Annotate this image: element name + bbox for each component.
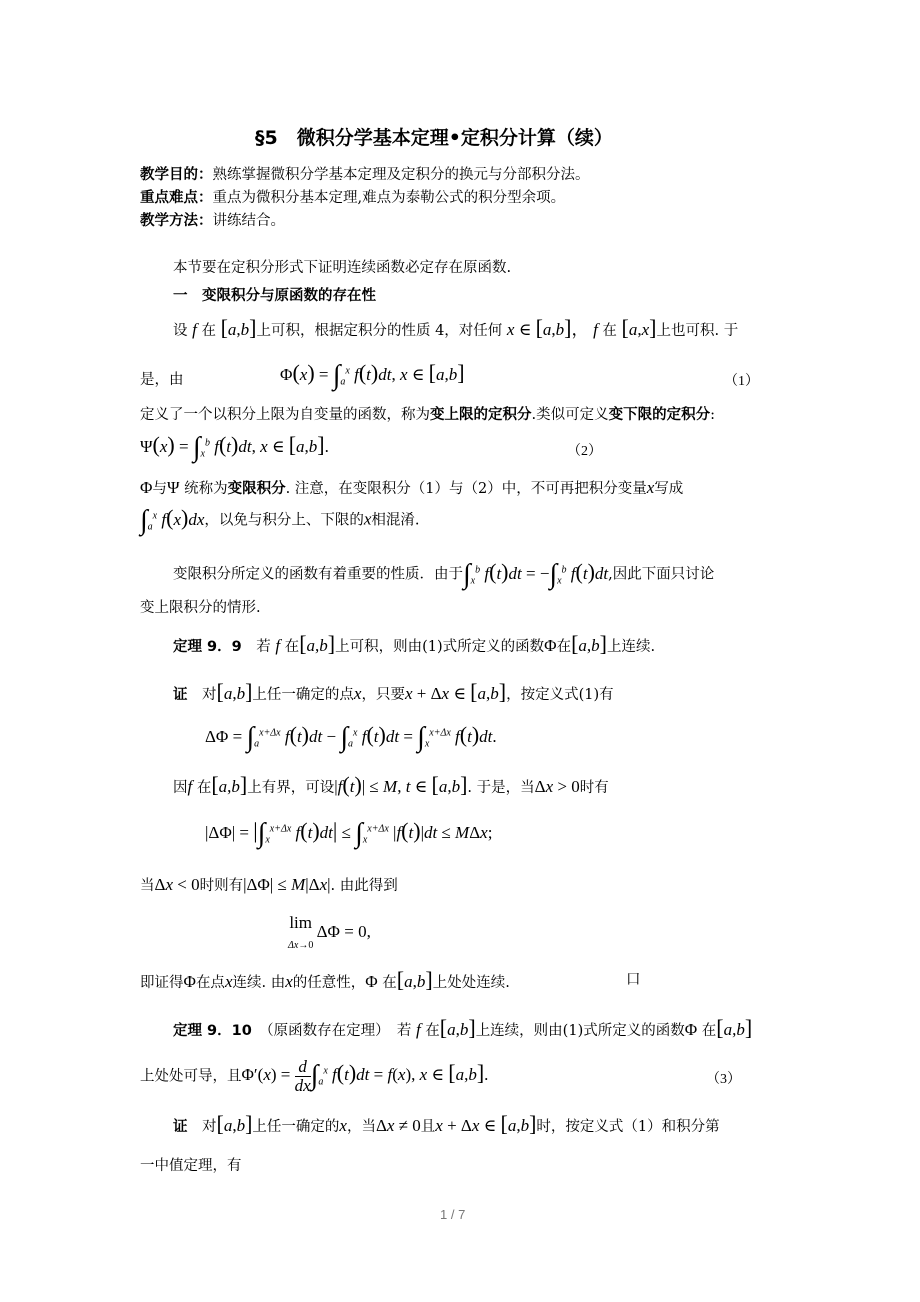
equation-limit: lim Δx→0 ΔΦ = 0,	[288, 913, 371, 951]
paragraph-5: $\int_a^x$ f(x)dx，以免与积分上、下限的x相混淆.	[140, 504, 420, 536]
term: 变下限的定积分	[608, 407, 711, 423]
text: 上可积，根据定积分的性质 4，对任何	[256, 323, 503, 339]
text: :	[710, 407, 715, 423]
text: ，当	[346, 1119, 376, 1135]
meta-label: 教学目的：	[140, 167, 213, 183]
text: 与	[152, 481, 167, 497]
proof-2-line: 证 对[a,b]上任一确定的x，当Δx ≠ 0且x + Δx ∈ [a,b]时，按定义式（1）和积分第	[173, 1111, 720, 1136]
text: 对	[202, 1119, 217, 1135]
paragraph-11: 上处处可导，且Φ′(x) = $\frac{d}{dx}$ $\int_a^x$ f(t)dt = f(x), x ∈ [a,b].	[140, 1057, 489, 1095]
text: . 由此得到	[330, 878, 398, 894]
teaching-method	[140, 211, 285, 231]
page-title: §5 微积分学基本定理•定积分计算（续）	[255, 127, 613, 149]
text: 若	[396, 1023, 412, 1039]
text: 设	[173, 323, 188, 339]
equation-number-1: （1）	[724, 374, 759, 389]
paragraph-3	[140, 405, 715, 425]
paragraph-12: 一中值定理，有	[140, 1158, 242, 1174]
text: 上有界，可设	[247, 780, 335, 796]
text: . 于是，当	[467, 780, 535, 796]
text: 时则有	[199, 878, 244, 894]
text: 在	[201, 323, 216, 339]
text: ,因此下面只讨论	[608, 566, 715, 583]
paragraph-9: 当Δx < 0时则有|ΔΦ| ≤ M|Δx|. 由此得到	[140, 875, 398, 894]
theorem-label: 定理 9．10	[173, 1023, 252, 1039]
equation-number-3: （3）	[706, 1072, 741, 1087]
paragraph-10: 即证得Φ在点x连续. 由x的任意性，Φ 在[a,b]上处处连续.	[140, 967, 510, 992]
text: ，只要	[361, 687, 405, 703]
text: 对	[202, 687, 217, 703]
theorem-9-10: 定理 9．10 （原函数存在定理） 若 f 在[a,b]上连续，则由(1)式所定义的函数Φ 在[a,b]	[173, 1015, 753, 1040]
text: 统称为	[184, 481, 228, 497]
text: 上可积，则由(1)式所定义的函数	[335, 639, 545, 655]
text: 相混淆.	[371, 512, 420, 529]
paragraph-6: 变限积分所定义的函数有着重要的性质．由于$\int_x^b$ $f(t)dt = -\int_x^b$ f(t)dt,因此下面只讨论	[173, 558, 715, 590]
text: . 注意，在变限积分（1）与（2）中，不可再把积分变量	[285, 481, 647, 497]
meta-label: 重点难点：	[140, 190, 213, 206]
paragraph-8: 因f 在[a,b]上有界，可设|f(t)| ≤ M, t ∈ [a,b]. 于是，当Δx > 0时有	[173, 772, 609, 797]
meta-text: 重点为微积分基本定理,难点为泰勒公式的积分型余项。	[212, 190, 566, 206]
proof-1-line: 证 对[a,b]上任一确定的点x，只要x + Δx ∈ [a,b]，按定义式(1)有	[173, 679, 614, 704]
text: 且	[420, 1119, 436, 1135]
proof-label: 证	[173, 1119, 188, 1135]
text: 上连续.	[606, 639, 656, 655]
text: 写成	[654, 481, 684, 497]
teaching-goal	[140, 165, 590, 185]
meta-label: 教学方法：	[140, 213, 213, 229]
text: 若	[256, 639, 271, 655]
paragraph-7: 变上限积分的情形.	[140, 600, 261, 616]
text: ，按定义式(1)有	[506, 687, 614, 703]
text: 上任一确定的	[252, 1119, 340, 1135]
text: 上任一确定的点	[252, 687, 354, 703]
equation-delta-phi: $\Delta\Phi = \int_a^{x+\Delta x}$ $f(t)dt - \int_a^x$ $f(t)dt = \int_x^{x+\Delta x}$ f(t)dt.	[205, 722, 497, 754]
text: 因	[173, 780, 188, 796]
text: .类似可定义	[531, 407, 609, 423]
text: ，以免与积分上、下限的	[204, 512, 364, 529]
text: 即证得	[140, 975, 184, 991]
meta-text: 熟练掌握微积分学基本定理及定积分的换元与分部积分法。	[212, 167, 590, 183]
qed-mark: 口	[626, 972, 641, 988]
text: 时，按定义式（1）和积分第	[536, 1119, 720, 1135]
page-number: 1 / 7	[440, 1207, 466, 1222]
text: 在点	[195, 975, 225, 991]
meta-text: 讲练结合。	[212, 213, 285, 229]
text: 变限积分所定义的函数有着重要的性质．由于	[173, 566, 463, 583]
theorem-9-9: 定理 9．9 若 f 在[a,b]上可积，则由(1)式所定义的函数Φ在[a,b]上连续.	[173, 631, 656, 656]
equation-2: $\Psi(x) = \int_x^b$ f(t)dt, x ∈ [a,b].	[140, 432, 329, 464]
equation-number-2: （2）	[567, 444, 602, 459]
section-heading: 一 变限积分与原函数的存在性	[173, 288, 376, 304]
key-difficulty	[140, 188, 565, 208]
text: 的任意性，	[292, 975, 366, 991]
term: 变限积分	[227, 481, 286, 497]
theorem-label: 定理 9．9	[173, 639, 242, 655]
equation-abs-bound: $|\Delta\Phi| = |\int_x^{x+\Delta x}$ $f(t)dt| \le \int_x^{x+\Delta x}$ |f(t)|dt ≤ MΔx;	[205, 818, 493, 850]
text: 也可积. 于	[670, 323, 739, 339]
intro-paragraph: 本节要在定积分形式下证明连续函数必定存在原函数.	[173, 260, 512, 276]
equation-1: $\Phi(x) = \int_a^x$ f(t)dt, x ∈ [a,b]	[280, 360, 465, 392]
text-shi-you: 是，由	[140, 372, 184, 388]
text: 上处处连续.	[432, 975, 510, 991]
text: 定义了一个以积分上限为自变量的函数，称为	[140, 407, 430, 423]
paragraph-4: Φ与Ψ 统称为变限积分. 注意，在变限积分（1）与（2）中，不可再把积分变量x写成	[140, 478, 684, 497]
paragraph-1: 设 f 在 [a,b]上可积，根据定积分的性质 4，对任何 x ∈ [a,b]， f 在 [a,x]上也可积. 于	[173, 315, 739, 340]
text: 上处处可导，且	[140, 1068, 242, 1085]
text: （原函数存在定理）	[266, 1023, 383, 1039]
text: 连续. 由	[232, 975, 286, 991]
text: 上连续，则由(1)式所定义的函数	[475, 1023, 685, 1039]
term: 变上限的定积分	[430, 407, 532, 423]
proof-label: 证	[173, 687, 188, 703]
text: 时有	[579, 780, 609, 796]
text: 当	[140, 878, 155, 894]
